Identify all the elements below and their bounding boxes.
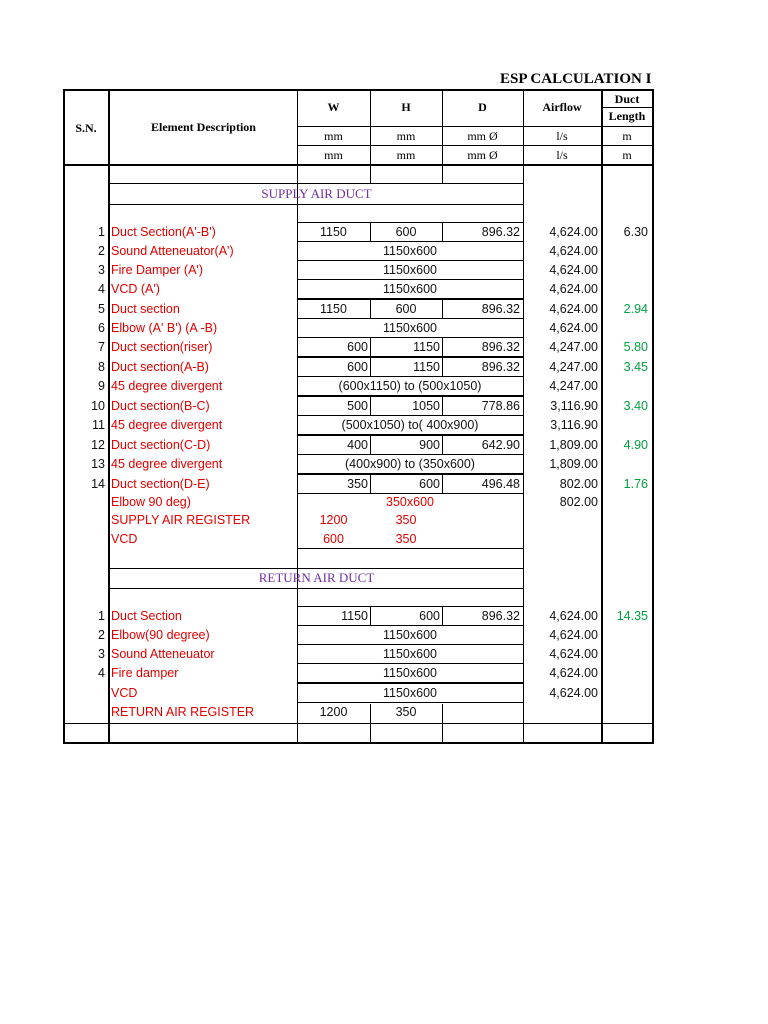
supply-row-sn: 14 (91, 477, 105, 491)
header-description: Element Description (151, 120, 256, 134)
supply-row-sn: 9 (98, 379, 105, 393)
supply-row-airflow: 4,624.00 (549, 225, 598, 239)
supply-row-diameter: 778.86 (481, 399, 520, 413)
supply-row-description: 45 degree divergent (111, 379, 223, 393)
supply-row-size: 1150x600 (383, 282, 437, 296)
supply-row-description: Duct section(riser) (111, 340, 213, 354)
supply-row-airflow: 802.00 (559, 477, 598, 491)
return-row-sn: 2 (98, 628, 105, 642)
supply-row-height: 900 (419, 438, 440, 452)
supply-row-height: 350 (395, 513, 417, 527)
supply-row-width: 600 (347, 360, 368, 374)
supply-row-size: (600x1150) to (500x1050) (338, 379, 482, 393)
supply-row-length: 1.76 (623, 477, 648, 491)
return-row-width: 1150 (341, 609, 368, 623)
supply-row-description: Duct section(C-D) (111, 438, 211, 452)
return-row-width: 1200 (319, 705, 348, 719)
return-row-sn: 3 (98, 647, 105, 661)
supply-row-width: 1200 (319, 513, 348, 527)
supply-row-airflow: 3,116.90 (550, 399, 598, 413)
supply-row-airflow: 4,624.00 (549, 263, 598, 277)
return-row-description: Duct Section (111, 609, 182, 623)
supply-row-airflow: 4,624.00 (549, 244, 598, 258)
return-row-diameter: 896.32 (481, 609, 520, 623)
supply-row-description: VCD (A') (111, 282, 160, 296)
supply-row-diameter: 896.32 (481, 340, 520, 354)
supply-row-size: 1150x600 (383, 321, 437, 335)
supply-row-airflow: 4,247.00 (549, 340, 598, 354)
supply-row-description: VCD (111, 532, 138, 546)
supply-row-sn: 5 (98, 302, 105, 316)
unit-airflow-2: l/s (556, 148, 568, 162)
return-row-airflow: 4,624.00 (549, 628, 598, 642)
header-length: Length (608, 109, 646, 123)
supply-row-airflow: 1,809.00 (549, 457, 598, 471)
return-row-description: RETURN AIR REGISTER (111, 705, 255, 719)
supply-row-height: 1150 (413, 360, 440, 374)
supply-row-description: 45 degree divergent (111, 457, 223, 471)
supply-row-sn: 12 (91, 438, 105, 452)
supply-row-airflow: 4,247.00 (549, 379, 598, 393)
supply-row-height: 350 (395, 532, 417, 546)
unit-d-2: mm Ø (467, 148, 498, 162)
supply-row-sn: 11 (92, 418, 105, 432)
return-row-length: 14.35 (616, 609, 648, 623)
supply-row-size: 1150x600 (383, 244, 437, 258)
return-row-sn: 4 (98, 666, 105, 680)
supply-row-height: 600 (395, 302, 417, 316)
return-row-size: 1150x600 (383, 666, 437, 680)
supply-row-sn (63, 511, 105, 529)
header-airflow: Airflow (542, 100, 582, 114)
supply-row-diameter: 896.32 (481, 360, 520, 374)
supply-row-width: 500 (347, 399, 368, 413)
supply-row-airflow: 4,624.00 (549, 321, 598, 335)
supply-row-length: 4.90 (623, 438, 648, 452)
supply-row-width: 400 (347, 438, 368, 452)
supply-row-diameter: 896.32 (481, 302, 520, 316)
return-row-airflow: 4,624.00 (549, 609, 598, 623)
supply-row-airflow: 4,247.00 (549, 360, 598, 374)
supply-row-length: 3.40 (623, 399, 648, 413)
supply-row-width: 1150 (320, 302, 347, 316)
supply-row-diameter: 642.90 (481, 438, 520, 452)
supply-air-duct-heading: SUPPLY AIR DUCT (261, 186, 372, 201)
supply-row-size: 350x600 (386, 495, 434, 509)
supply-row-width: 600 (347, 340, 368, 354)
return-row-size: 1150x600 (383, 686, 437, 700)
supply-row-length: 2.94 (623, 302, 648, 316)
supply-row-diameter: 496.48 (481, 477, 520, 491)
sheet-title: ESP CALCULATION I (500, 71, 652, 87)
supply-row-sn: 13 (91, 457, 105, 471)
supply-row-height: 600 (395, 225, 417, 239)
supply-row-description: Elbow 90 deg) (111, 495, 191, 509)
return-row-sn (63, 703, 105, 721)
supply-row-size: (400x900) to (350x600) (345, 457, 475, 471)
supply-row-description: Sound Atteneuator(A') (111, 244, 234, 258)
return-row-sn: 1 (98, 609, 105, 623)
supply-row-width: 1150 (320, 225, 347, 239)
header-duct: Duct (614, 92, 640, 106)
unit-h-2: mm (396, 148, 416, 162)
supply-row-description: Duct section(A-B) (111, 360, 209, 374)
supply-row-description: Duct section(B-C) (111, 399, 210, 413)
supply-row-height: 600 (419, 477, 440, 491)
return-row-airflow: 4,624.00 (549, 647, 598, 661)
supply-row-width: 600 (323, 532, 344, 546)
supply-row-description: Duct section (111, 302, 180, 316)
return-row-description: Elbow(90 degree) (111, 628, 210, 642)
return-row-size: 1150x600 (383, 647, 437, 661)
supply-row-sn (63, 530, 105, 548)
supply-row-airflow: 4,624.00 (549, 302, 598, 316)
supply-row-width: 350 (347, 477, 368, 491)
supply-row-sn: 1 (98, 225, 105, 239)
supply-row-description: Fire Damper (A') (111, 263, 203, 277)
return-row-airflow: 4,624.00 (549, 686, 598, 700)
supply-row-length: 6.30 (623, 225, 648, 239)
supply-row-description: Elbow (A' B') (A -B) (111, 321, 218, 335)
header-sn: S.N. (75, 121, 97, 135)
unit-length-2: m (622, 148, 632, 162)
unit-w: mm (324, 129, 343, 143)
supply-row-sn: 7 (98, 340, 105, 354)
supply-row-sn: 6 (98, 321, 105, 335)
unit-w-2: mm (324, 148, 343, 162)
supply-row-diameter: 896.32 (481, 225, 520, 239)
supply-row-description: 45 degree divergent (111, 418, 223, 432)
supply-row-height: 1050 (412, 399, 440, 413)
supply-row-sn (63, 493, 105, 511)
return-row-height: 600 (419, 609, 440, 623)
unit-airflow: l/s (556, 129, 568, 143)
return-row-sn (63, 684, 105, 702)
return-row-size: 1150x600 (383, 628, 437, 642)
supply-row-description: Duct section(D-E) (111, 477, 210, 491)
supply-row-size: (500x1050) to( 400x900) (341, 418, 479, 432)
return-row-height: 350 (395, 705, 417, 719)
supply-row-sn: 8 (98, 360, 105, 374)
supply-row-airflow: 3,116.90 (550, 418, 598, 432)
supply-row-sn: 3 (98, 263, 105, 277)
return-row-description: Fire damper (111, 666, 179, 680)
return-row-description: VCD (111, 686, 138, 700)
supply-row-length: 5.80 (623, 340, 648, 354)
supply-row-airflow: 1,809.00 (549, 438, 598, 452)
unit-length: m (622, 129, 632, 143)
supply-row-height: 1150 (413, 340, 440, 354)
header-h: H (401, 100, 411, 114)
return-air-duct-heading: RETURN AIR DUCT (258, 570, 375, 585)
supply-row-size: 1150x600 (383, 263, 437, 277)
return-row-airflow: 4,624.00 (549, 666, 598, 680)
supply-row-airflow: 4,624.00 (549, 282, 598, 296)
header-w: W (327, 100, 340, 114)
supply-row-length: 3.45 (623, 360, 648, 374)
return-row-description: Sound Atteneuator (111, 647, 215, 661)
header-d: D (478, 100, 487, 114)
supply-row-sn: 10 (91, 399, 105, 413)
supply-row-description: SUPPLY AIR REGISTER (111, 513, 251, 527)
supply-row-description: Duct Section(A'-B') (111, 225, 216, 239)
supply-row-airflow: 802.00 (559, 495, 598, 509)
unit-d: mm Ø (467, 129, 498, 143)
supply-row-sn: 4 (98, 282, 105, 296)
supply-row-sn: 2 (98, 244, 105, 258)
unit-h: mm (396, 129, 416, 143)
